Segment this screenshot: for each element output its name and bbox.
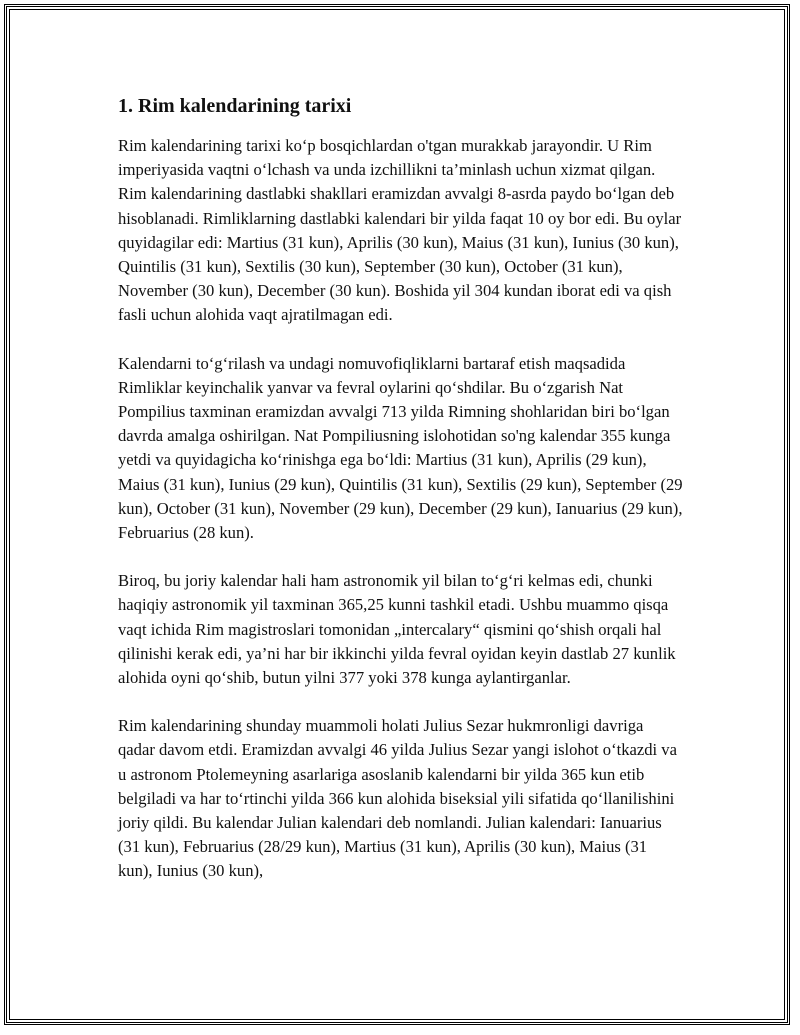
section-heading: 1. Rim kalendarining tarixi (118, 95, 352, 117)
paragraph-4: Rim kalendarining shunday muammoli holati Julius Sezar hukmronligi davriga qadar davom etdi. Eramizdan avvalgi 46 yilda Julius Sezar yangi islohot o‘tkazdi va u astronom Ptolemeyning asarlariga asoslanib kalendarni bir yilda 365 kun etib belgiladi va har to‘rtinchi yilda 366 kun alohida biseksial yili sifatida qo‘llanilishini joriy qildi. Bu kalendar Julian kalendari deb nomlandi. Julian kalendari: Ianuarius (31 kun), Februarius (28/29 kun), Martius (31 kun), Aprilis (30 kun), Maius (31 kun), Iunius (30 kun), (118, 716, 677, 881)
paragraph-1: Rim kalendarining tarixi ko‘p bosqichlardan o'tgan murakkab jarayondir. U Rim imperiyasida vaqtni o‘lchash va unda izchillikni ta’minlash uchun xizmat qilgan. Rim kalendarining dastlabki shakllari eramizdan avvalgi 8-asrda paydo bo‘lgan deb hisoblanadi. Rimliklarning dastlabki kalendari bir yilda faqat 10 oy bor edi. Bu oylar quyidagilar edi: Martius (31 kun), Aprilis (30 kun), Maius (31 kun), Iunius (30 kun), Quintilis (31 kun), Sextilis (30 kun), September (30 kun), October (31 kun), November (30 kun), December (30 kun). Boshida yil 304 kundan iborat edi va qish fasli uchun alohida vaqt ajratilmagan edi. (118, 136, 682, 325)
paragraph-3: Biroq, bu joriy kalendar hali ham astronomik yil bilan to‘g‘ri kelmas edi, chunki haqiqiy astronomik yil taxminan 365,25 kunni tashkil etadi. Ushbu muammo qisqa vaqt ichida Rim magistroslari tomonidan „intercalary“ qismini qo‘shish orqali hal qilinishi kerak edi, ya’ni har bir ikkinchi yilda fevral oyidan keyin dastlab 27 kunlik alohida oyni qo‘shib, butun yilni 377 yoki 378 kunga aylantirganlar. (118, 571, 676, 688)
document-body (118, 92, 684, 908)
paragraph-2: Kalendarni to‘g‘rilash va undagi nomuvofiqliklarni bartaraf etish maqsadida Rimliklar keyinchalik yanvar va fevral oylarini qo‘shdilar. Bu o‘zgarish Nat Pompilius taxminan eramizdan avvalgi 713 yilda Rimning shohlaridan biri bo‘lgan davrda amalga oshirilgan. Nat Pompiliusning islohotidan so'ng kalendar 355 kunga yetdi va quyidagicha ko‘rinishga ega bo‘ldi: Martius (31 kun), Aprilis (29 kun), Maius (31 kun), Iunius (29 kun), Quintilis (31 kun), Sextilis (29 kun), September (29 kun), October (31 kun), November (29 kun), December (29 kun), Ianuarius (29 kun), Februarius (28 kun). (118, 353, 683, 543)
